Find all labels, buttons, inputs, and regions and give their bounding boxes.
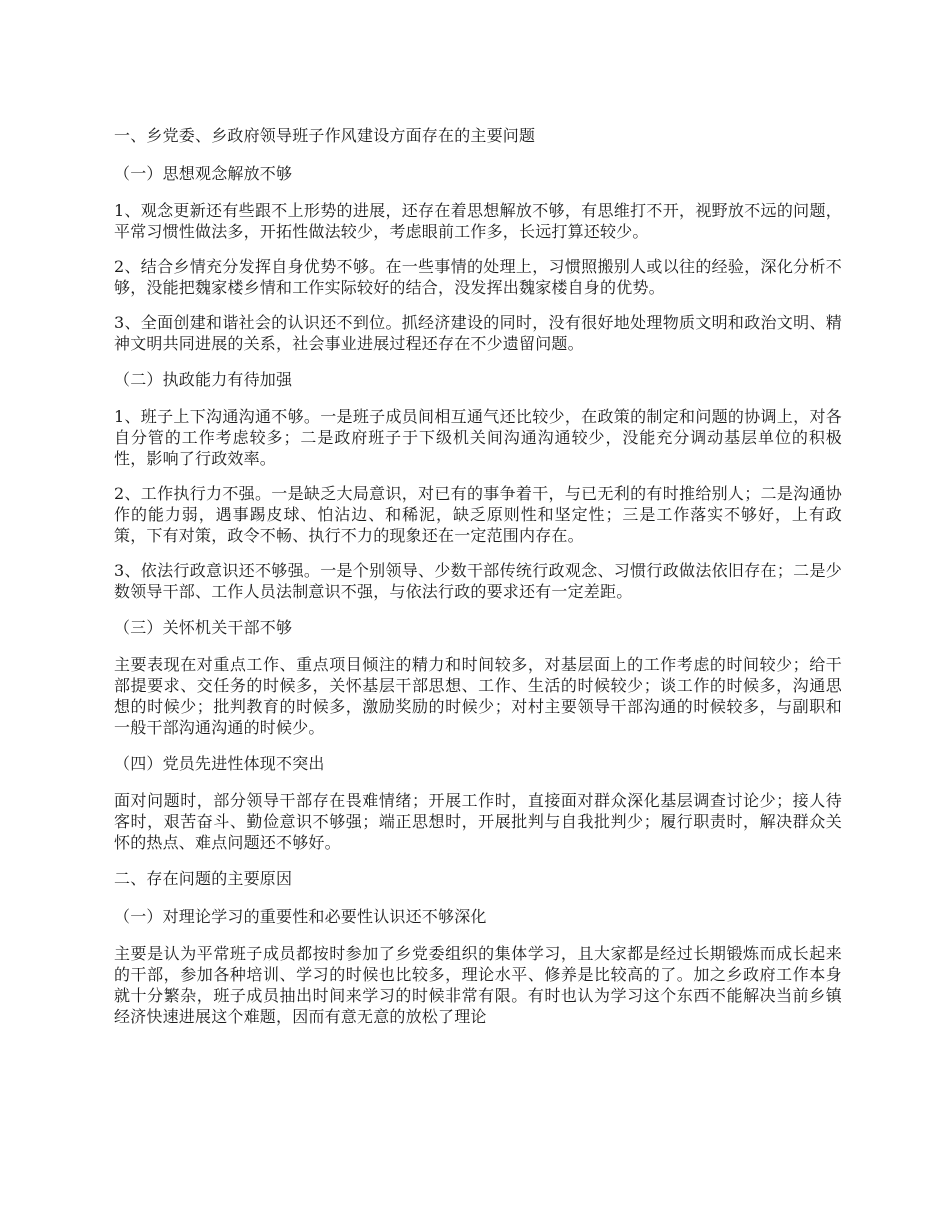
paragraph: 1、班子上下沟通沟通不够。一是班子成员间相互通气还比较少，在政策的制定和问题的协调上，对各自分管的工作考虑较多；二是政府班子于下级机关间沟通沟通较少，没能充分调动基层单位的积极性，影响了行政效率。: [114, 407, 842, 468]
paragraph: 3、依法行政意识还不够强。一是个别领导、少数干部传统行政观念、习惯行政做法依旧存在；二是少数领导干部、工作人员法制意识不强，与依法行政的要求还有一定差距。: [114, 561, 842, 601]
subsection-heading: （一）思想观念解放不够: [114, 164, 293, 183]
paragraph: 主要表现在对重点工作、重点项目倾注的精力和时间较多，对基层面上的工作考虑的时间较少；给干部提要求、交任务的时候多，关怀基层干部思想、工作、生活的时候较少；谈工作的时候多，沟通思想的时候少；批判教育的时候多，激励奖励的时候少；对村主要领导干部沟通的时候较多，与副职和一般干部沟通沟通的时候少。: [114, 655, 842, 737]
subsection-heading: （一）对理论学习的重要性和必要性认识还不够深化: [114, 907, 487, 926]
subsection-heading: （三）关怀机关干部不够: [114, 618, 293, 637]
paragraph: 面对问题时，部分领导干部存在畏难情绪；开展工作时，直接面对群众深化基层调查讨论少；接人待客时，艰苦奋斗、勤俭意识不够强；端正思想时，开展批判与自我批判少；履行职责时，解决群众关怀的热点、难点问题还不够好。: [114, 791, 842, 852]
paragraph: 2、工作执行力不强。一是缺乏大局意识，对已有的事争着干，与已无利的有时推给别人；二是沟通协作的能力弱，遇事踢皮球、怕沾边、和稀泥，缺乏原则性和坚定性；三是工作落实不够好，上有政策，下有对策，政令不畅、执行不力的现象还在一定范围内存在。: [114, 484, 842, 545]
paragraph: 1、观念更新还有些跟不上形势的进展，还存在着思想解放不够，有思维打不开，视野放不远的问题，平常习惯性做法多，开拓性做法较少，考虑眼前工作多，长远打算还较少。: [114, 201, 842, 241]
paragraph: 3、全面创建和谐社会的认识还不到位。抓经济建设的同时，没有很好地处理物质文明和政治文明、精神文明共同进展的关系，社会事业进展过程还存在不少遗留问题。: [114, 313, 842, 353]
subsection-heading: （四）党员先进性体现不突出: [114, 754, 325, 773]
document-body: [114, 124, 842, 1041]
section-heading-2: 二、存在问题的主要原因: [114, 869, 293, 888]
paragraph: 主要是认为平常班子成员都按时参加了乡党委组织的集体学习，且大家都是经过长期锻炼而成长起来的干部，参加各种培训、学习的时候也比较多，理论水平、修养是比较高的了。加之乡政府工作本身就十分繁杂，班子成员抽出时间来学习的时候非常有限。有时也认为学习这个东西不能解决当前乡镇经济快速进展这个难题，因而有意无意的放松了理论: [114, 944, 842, 1026]
subsection-heading: （二）执政能力有待加强: [114, 370, 293, 389]
section-heading-1: 一、乡党委、乡政府领导班子作风建设方面存在的主要问题: [114, 126, 536, 145]
paragraph: 2、结合乡情充分发挥自身优势不够。在一些事情的处理上，习惯照搬别人或以往的经验，深化分析不够，没能把魏家楼乡情和工作实际较好的结合，没发挥出魏家楼自身的优势。: [114, 257, 842, 297]
